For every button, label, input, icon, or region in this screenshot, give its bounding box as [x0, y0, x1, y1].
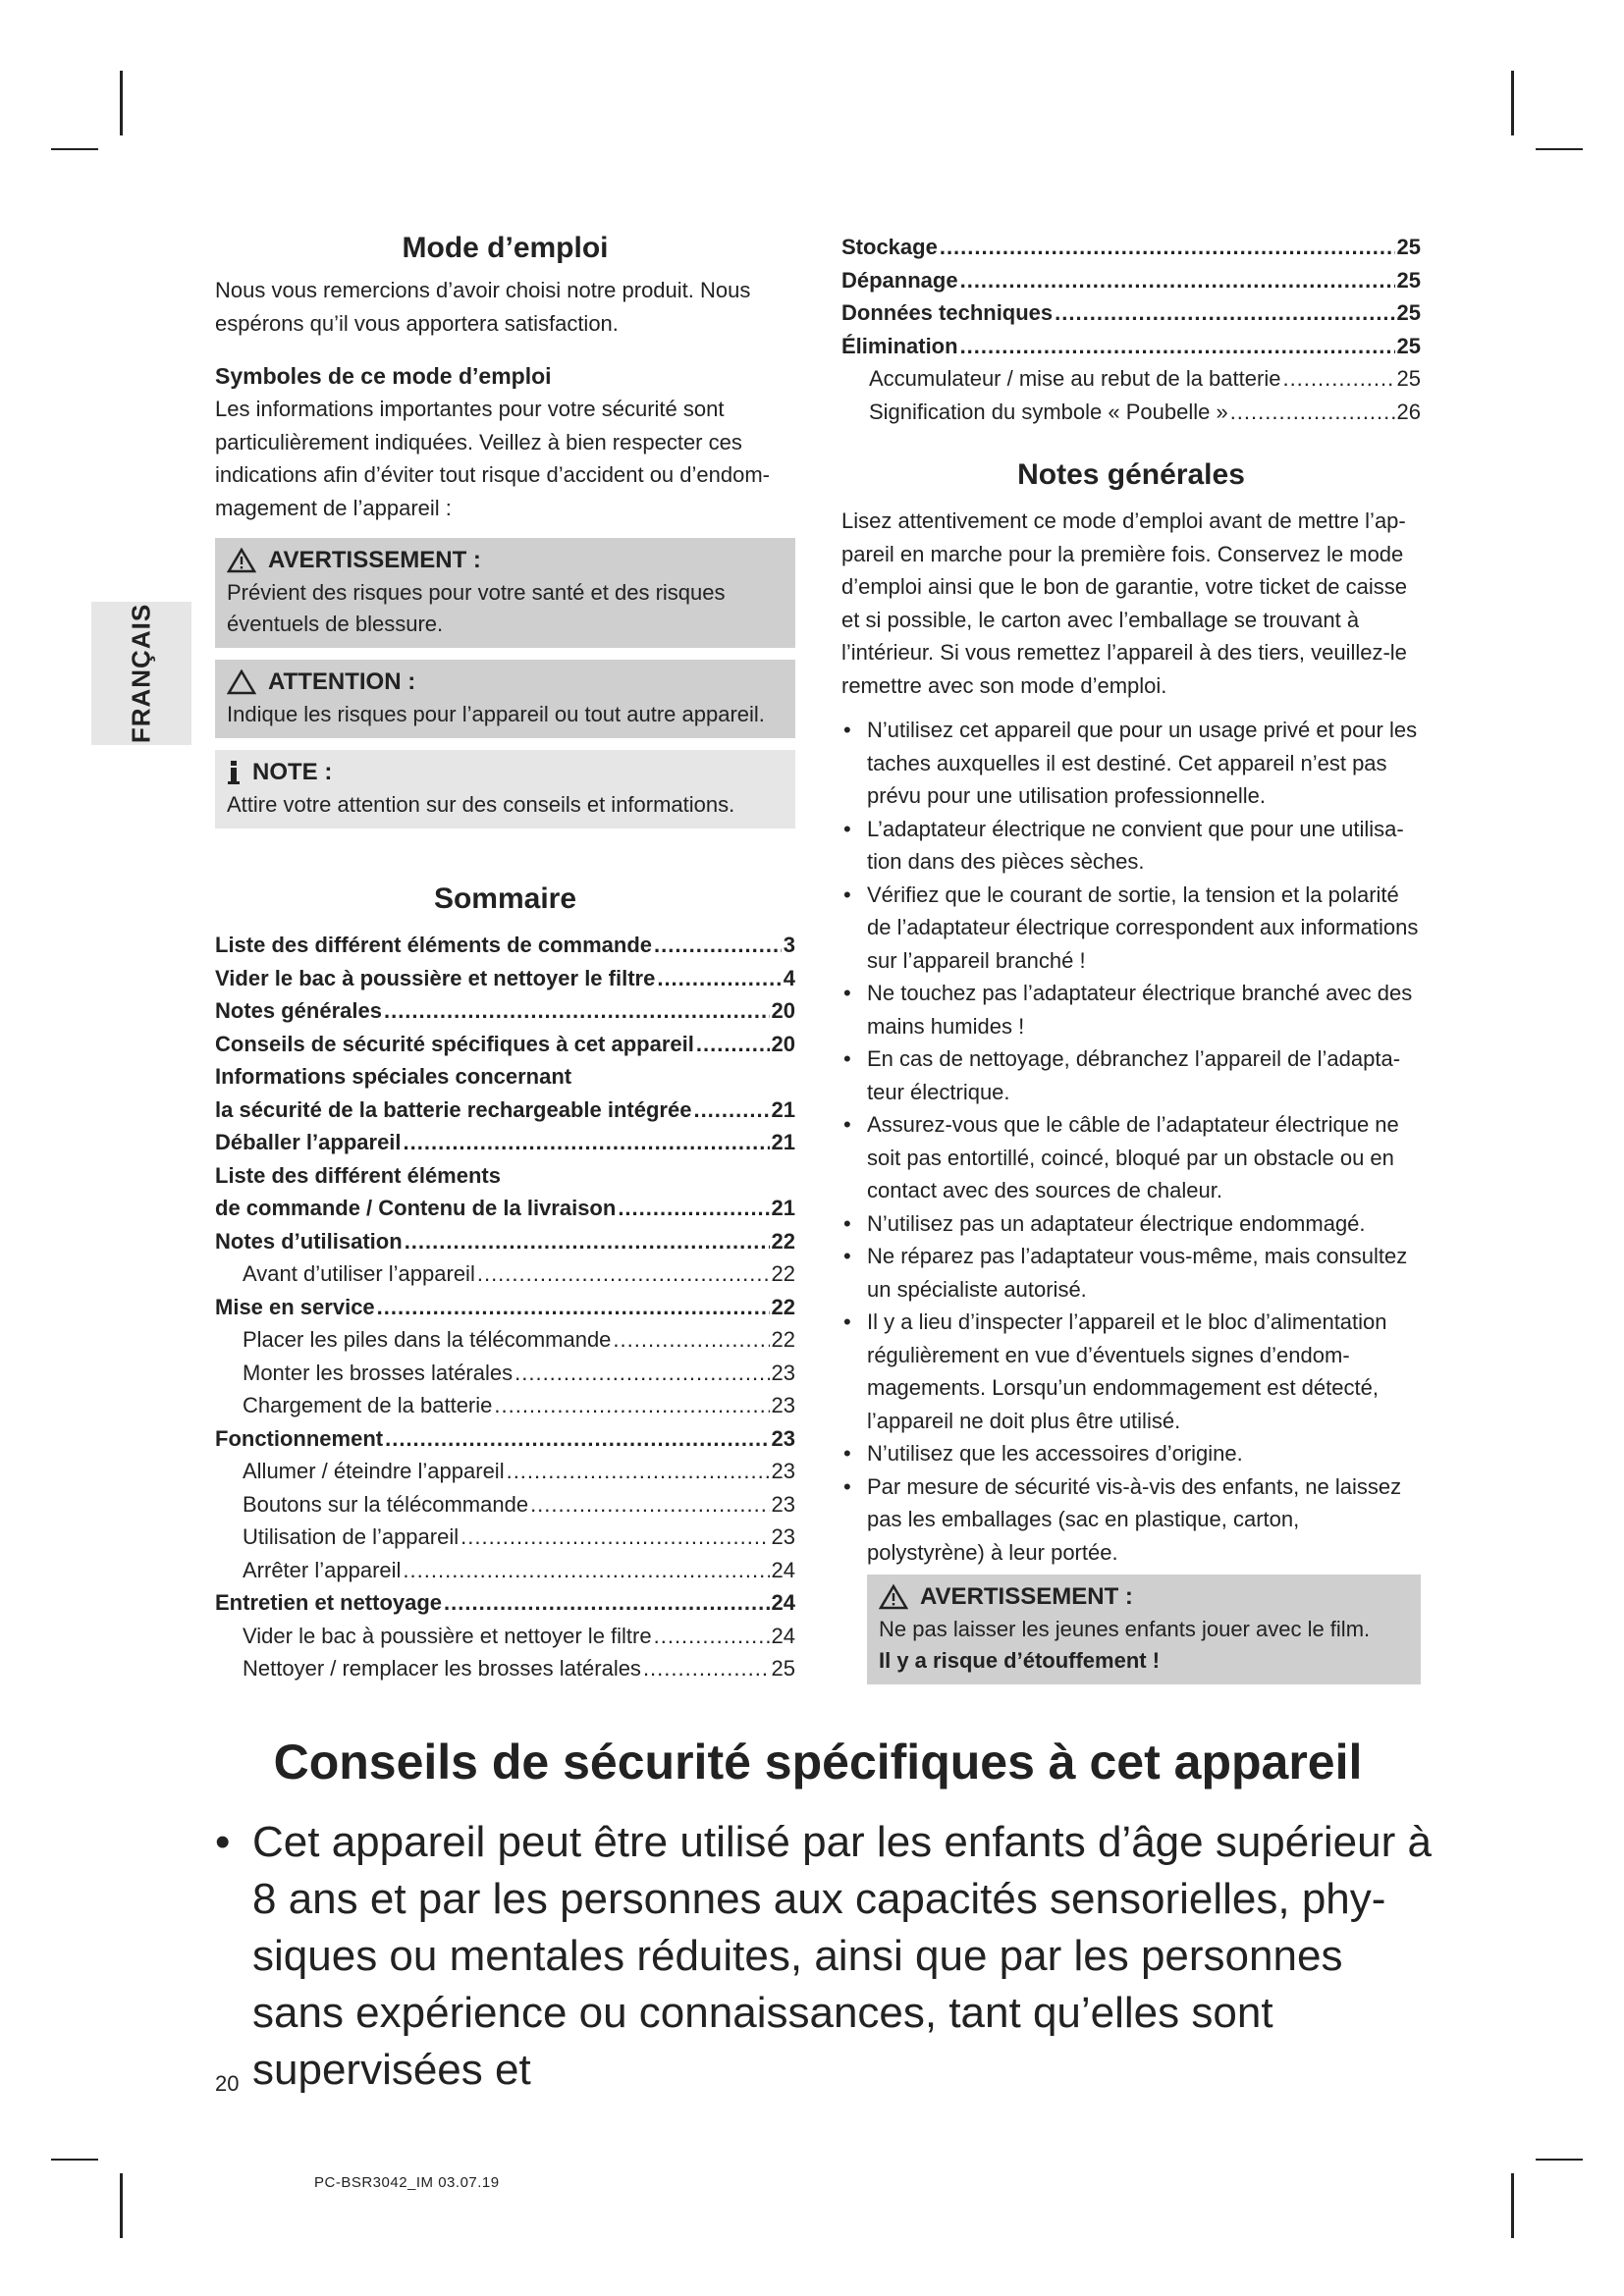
- note-title: NOTE :: [252, 759, 333, 785]
- table-of-contents-continued: [841, 231, 1421, 428]
- toc-title: Sommaire: [433, 882, 577, 915]
- toc-subentry[interactable]: Accumulateur / mise au rebut de la batterie ..... 25: [841, 362, 1421, 396]
- toc-entry[interactable]: Élimination ..... 25: [841, 330, 1421, 363]
- toc-entry[interactable]: Déballer l’appareil ..... 21: [215, 1126, 795, 1159]
- safety-title: Conseils de sécurité spécifiques à cet appareil: [273, 1735, 1363, 1789]
- list-item: • L’adaptateur électrique ne convient que pour une utilisation dans des pièces sèches.: [841, 813, 1421, 879]
- list-item: • En cas de nettoyage, débranchez l’appareil de l’adaptateur électrique.: [841, 1042, 1421, 1108]
- toc-entry[interactable]: Vider le bac à poussière et nettoyer le filtre ..... 4: [215, 962, 795, 995]
- safety-bullet: [215, 1814, 1433, 2099]
- crop-mark: [1511, 2173, 1514, 2238]
- toc-subentry[interactable]: Vider le bac à poussière et nettoyer le filtre ..... 24: [215, 1620, 795, 1653]
- warning-box: [215, 538, 795, 648]
- caution-box: [215, 660, 795, 738]
- crop-mark: [1536, 148, 1583, 150]
- note-box: [215, 750, 795, 828]
- list-item: • Il y a lieu d’inspecter l’appareil et le bloc d’alimentation régulièrement en vue d’éventuels signes d’endommagements. Lorsqu’un endommagement est détecté, l’appareil ne doit plus être utilisé.: [841, 1306, 1421, 1437]
- caution-icon: [227, 669, 256, 695]
- list-item: • N’utilisez cet appareil que pour un usage privé et pour les taches auxquelles il est destiné. Cet appareil n’est pas prévu pour une utilisation professionnelle.: [841, 714, 1421, 813]
- toc-subentry[interactable]: Arrêter l’appareil ..... 24: [215, 1554, 795, 1587]
- safety-bullet-text: Cet appareil peut être utilisé par les enfants d’âge supérieur à 8 ans et par les personnes aux capacités sensorielles, physiques ou mentales réduites, ainsi que par les personnes sans expérience ou connaissances, tant qu’elles sont supervisées et: [252, 1818, 1432, 2094]
- crop-mark: [1511, 71, 1514, 135]
- toc-entry[interactable]: Notes générales ..... 20: [215, 994, 795, 1028]
- bullet-icon: •: [215, 1818, 231, 1866]
- toc-entry[interactable]: Entretien et nettoyage ..... 24: [215, 1586, 795, 1620]
- page-number: 20: [215, 2071, 240, 2096]
- language-tab: [91, 602, 191, 745]
- list-item: • Ne touchez pas l’adaptateur électrique branché avec des mains humides !: [841, 977, 1421, 1042]
- list-item: • Assurez-vous que le câble de l’adaptateur électrique ne soit pas entortillé, coincé, bloqué par un obstacle ou en contact avec des sources de chaleur.: [841, 1108, 1421, 1207]
- toc-entry[interactable]: Stockage ..... 25: [841, 231, 1421, 264]
- toc-subentry[interactable]: Signification du symbole « Poubelle » ..... 26: [841, 396, 1421, 429]
- toc-subentry[interactable]: Utilisation de l’appareil ..... 23: [215, 1521, 795, 1554]
- warning-icon: [879, 1584, 908, 1610]
- table-of-contents: [215, 929, 795, 1685]
- crop-mark: [51, 148, 98, 150]
- warning-title: AVERTISSEMENT :: [920, 1583, 1133, 1610]
- intro-text: Nous vous remercions d’avoir choisi notre produit. Nous espérons qu’il vous apportera satisfaction.: [215, 278, 751, 336]
- crop-mark: [120, 71, 123, 135]
- warning-text: Prévient des risques pour votre santé et des risques éventuels de blessure.: [227, 580, 726, 636]
- toc-entry[interactable]: la sécurité de la batterie rechargeable intégrée ..... 21: [215, 1094, 795, 1127]
- toc-entry[interactable]: Fonctionnement ..... 23: [215, 1422, 795, 1456]
- warning-box-children: [867, 1575, 1421, 1684]
- crop-mark: [120, 2173, 123, 2238]
- toc-subentry[interactable]: Boutons sur la télécommande ..... 23: [215, 1488, 795, 1522]
- list-item: • N’utilisez pas un adaptateur électrique endommagé.: [841, 1207, 1421, 1241]
- toc-subentry[interactable]: Avant d’utiliser l’appareil ..... 22: [215, 1257, 795, 1291]
- crop-mark: [51, 2159, 98, 2161]
- toc-entry[interactable]: Notes d’utilisation ..... 22: [215, 1225, 795, 1258]
- symbols-text: Les informations importantes pour votre sécurité sont particulièrement indiquées. Veillez à bien respecter ces indications afin d’éviter tout risque d’accident ou d’endommagement de l’appareil :: [215, 397, 770, 520]
- toc-entry[interactable]: de commande / Contenu de la livraison ..... 21: [215, 1192, 795, 1225]
- toc-subentry[interactable]: Monter les brosses latérales ..... 23: [215, 1357, 795, 1390]
- note-text: Attire votre attention sur des conseils et informations.: [227, 792, 735, 817]
- toc-entry[interactable]: Dépannage ..... 25: [841, 264, 1421, 297]
- toc-entry-line: Liste des différent éléments: [215, 1162, 501, 1188]
- symbols-heading: Symboles de ce mode d’emploi: [215, 363, 552, 389]
- caution-text: Indique les risques pour l’appareil ou tout autre appareil.: [227, 702, 765, 726]
- toc-subentry[interactable]: Nettoyer / remplacer les brosses latérales ..... 25: [215, 1652, 795, 1685]
- warning-emphasis: Il y a risque d’étouffement !: [879, 1648, 1161, 1673]
- footer-code: PC-BSR3042_IM 03.07.19: [314, 2174, 500, 2191]
- list-item: • Ne réparez pas l’adaptateur vous-même, mais consultez un spécialiste autorisé.: [841, 1240, 1421, 1306]
- general-notes-title: Notes générales: [1017, 458, 1245, 491]
- general-notes-intro: Lisez attentivement ce mode d’emploi avant de mettre l’appareil en marche pour la première fois. Conservez le mode d’emploi ainsi que le bon de garantie, votre ticket de caisse et si possible, le carton avec l’emballage se trouvant à l’intérieur. Si vous remettez l’appareil à des tiers, veuillez-le remettre avec son mode d’emploi.: [841, 508, 1408, 698]
- toc-entry[interactable]: Mise en service ..... 22: [215, 1291, 795, 1324]
- warning-title: AVERTISSEMENT :: [268, 547, 481, 573]
- toc-entry-line: Informations spéciales concernant: [215, 1064, 572, 1089]
- toc-subentry[interactable]: Placer les piles dans la télécommande ..... 22: [215, 1323, 795, 1357]
- toc-entry[interactable]: Données techniques ..... 25: [841, 296, 1421, 330]
- list-item: • Par mesure de sécurité vis-à-vis des enfants, ne laissez pas les emballages (sac en plastique, carton, polystyrène) à leur portée.: [841, 1470, 1421, 1570]
- toc-entry[interactable]: Liste des différent éléments de commande ..... 3: [215, 929, 795, 962]
- left-column: [215, 231, 795, 1685]
- warning-icon: [227, 548, 256, 573]
- toc-entry[interactable]: Conseils de sécurité spécifiques à cet appareil ..... 20: [215, 1028, 795, 1061]
- list-item: • N’utilisez que les accessoires d’origine.: [841, 1437, 1421, 1470]
- warning-text: Ne pas laisser les jeunes enfants jouer avec le film.: [879, 1617, 1371, 1641]
- info-icon: [227, 760, 241, 785]
- crop-mark: [1536, 2159, 1583, 2161]
- general-notes-list: [841, 714, 1421, 1569]
- list-item: • Vérifiez que le courant de sortie, la tension et la polarité de l’adaptateur électrique correspondent aux informations sur l’appareil branché !: [841, 879, 1421, 978]
- manual-title: Mode d’emploi: [402, 232, 609, 264]
- caution-title: ATTENTION :: [268, 668, 416, 695]
- toc-subentry[interactable]: Allumer / éteindre l’appareil ..... 23: [215, 1455, 795, 1488]
- language-tab-label: FRANÇAIS: [126, 603, 156, 744]
- right-column: [841, 231, 1421, 1684]
- toc-subentry[interactable]: Chargement de la batterie ..... 23: [215, 1389, 795, 1422]
